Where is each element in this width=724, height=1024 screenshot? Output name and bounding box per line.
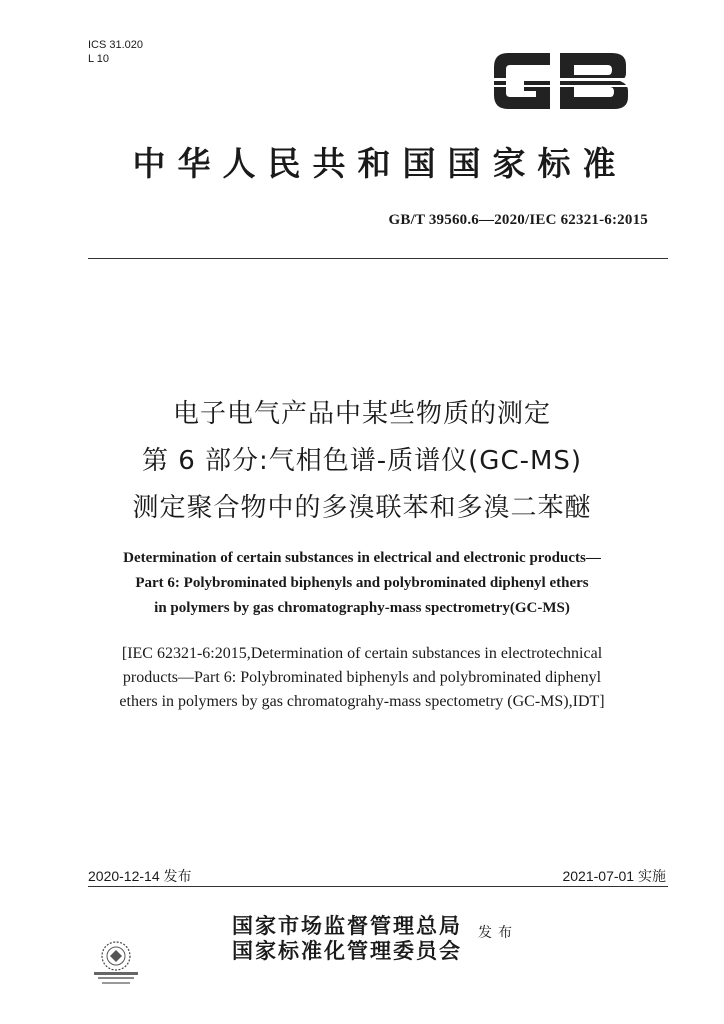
l-code: L 10 xyxy=(88,53,110,65)
issue-date: 2020-12-14 发布 xyxy=(88,868,192,884)
gb-logo xyxy=(488,45,634,117)
certification-seal-icon xyxy=(84,930,148,994)
header-divider xyxy=(88,258,668,259)
en-title-line-1: Determination of certain substances in electrical and electronic products— xyxy=(123,550,601,566)
implementation-date: 2021-07-01 实施 xyxy=(562,868,666,884)
en-title-line-3: in polymers by gas chromatography-mass spectrometry(GC-MS) xyxy=(154,600,570,616)
cn-title-line-2: 第 6 部分:气相色谱-质谱仪(GC-MS) xyxy=(141,446,583,476)
standard-number: GB/T 39560.6—2020/IEC 62321-6:2015 xyxy=(388,212,648,228)
ics-code: ICS 31.020 xyxy=(88,39,144,51)
classification-codes xyxy=(88,38,143,66)
national-standard-title: 中华人民共和国国家标准 xyxy=(132,144,628,183)
iec-reference-line-3: ethers in polymers by gas chromatograhy-mass spectometry (GC-MS),IDT] xyxy=(119,693,605,710)
en-title-line-2: Part 6: Polybrominated biphenyls and polybrominated diphenyl ethers xyxy=(135,575,589,591)
iec-reference-line-2: products—Part 6: Polybrominated biphenyls and polybrominated diphenyl xyxy=(122,669,602,686)
cn-title-line-3: 测定聚合物中的多溴联苯和多溴二苯醚 xyxy=(132,493,592,523)
issuer-samr: 国家市场监督管理总局 xyxy=(232,913,462,938)
cn-title-line-1: 电子电气产品中某些物质的测定 xyxy=(172,399,551,429)
iec-reference-line-1: [IEC 62321-6:2015,Determination of certain substances in electrotechnical xyxy=(121,645,603,662)
issuer-sac: 国家标准化管理委员会 xyxy=(232,938,462,963)
footer-divider xyxy=(88,886,668,887)
issue-word: 发布 xyxy=(478,925,518,941)
